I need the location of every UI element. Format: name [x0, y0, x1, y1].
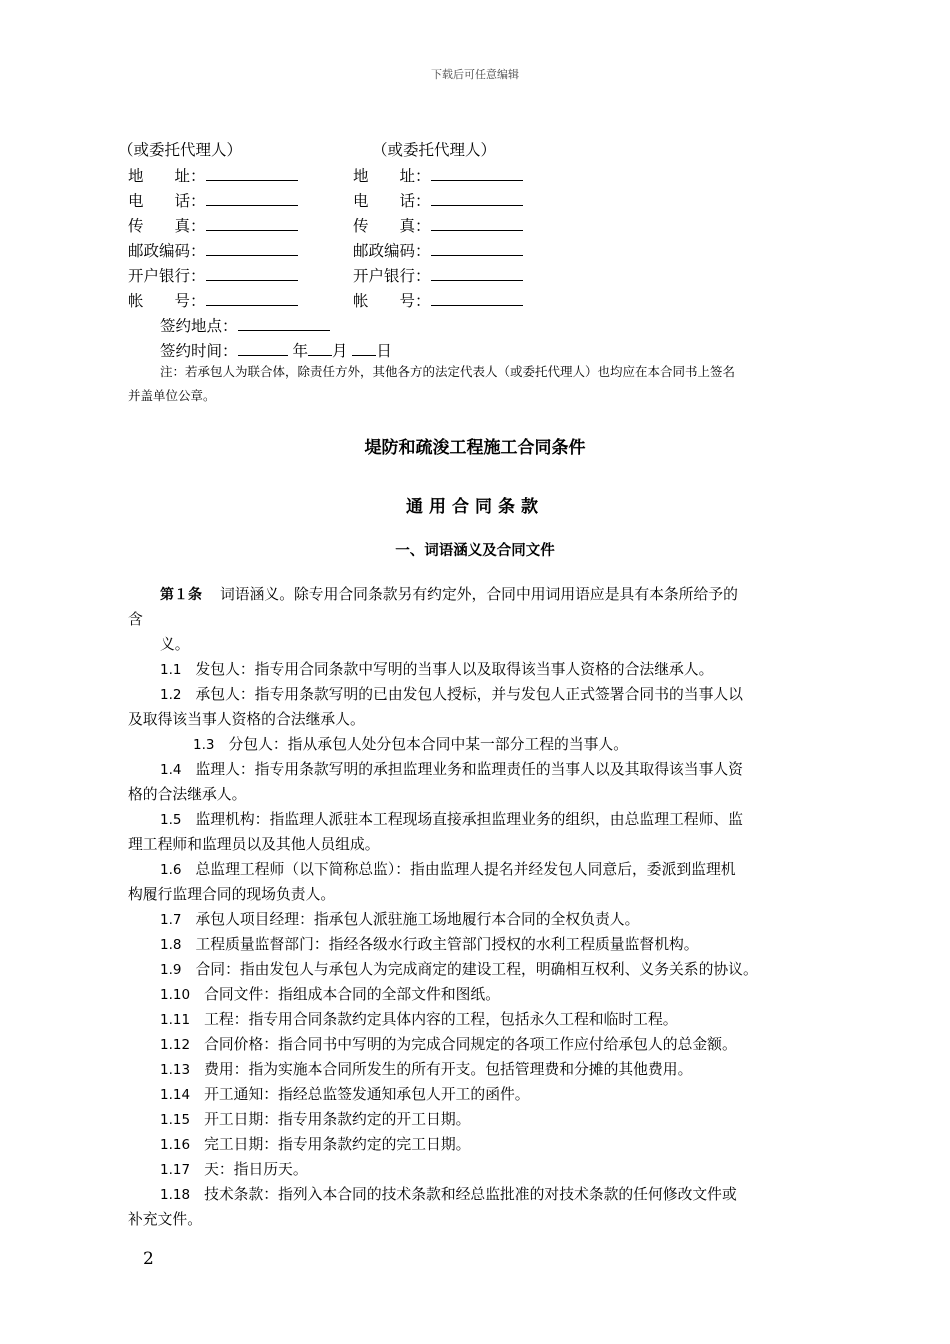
list-item: [160, 1008, 678, 1029]
list-item: [160, 683, 743, 704]
item-text: 合同价格：指合同书中写明的为完成合同规定的各项工作应付给承包人的总金额。: [204, 1036, 737, 1053]
blank-line: [206, 240, 298, 256]
list-item: [160, 1058, 692, 1079]
row-label: 邮政编码：: [353, 242, 431, 260]
item-text: 分包人：指从承包人处分包本合同中某一部分工程的当事人。: [228, 736, 629, 753]
item-number: 1.1: [160, 662, 182, 678]
blank-line: [431, 190, 523, 206]
list-item-continuation: 构履行监理合同的现场负责人。: [128, 886, 336, 903]
item-text: 监理人：指专用条款写明的承担监理业务和监理责任的当事人以及其取得该当事人资: [195, 761, 743, 778]
list-item: [160, 958, 758, 979]
left-agent-title: （或委托代理人）: [118, 141, 243, 159]
item-text: 承包人：指专用条款写明的已由发包人授标，并与发包人正式签署合同书的当事人以: [195, 686, 743, 703]
item-number: 1.6: [160, 862, 182, 878]
right-agent-title: （或委托代理人）: [372, 141, 497, 159]
item-text: 承包人项目经理：指承包人派驻施工场地履行本合同的全权负责人。: [195, 911, 640, 928]
item-number: 1.13: [160, 1062, 191, 1078]
row-label: 地 址：: [353, 167, 431, 185]
item-text: 监理机构：指监理人派驻本工程现场直接承担监理业务的组织，由总监理工程师、监: [195, 811, 743, 828]
main-title: 堤防和疏浚工程施工合同条件: [364, 438, 586, 458]
item-number: 1.2: [160, 687, 182, 703]
row-label: 地 址：: [128, 167, 206, 185]
list-item: [160, 1158, 308, 1179]
list-item-continuation: 及取得该当事人资格的合法继承人。: [128, 711, 365, 728]
list-item: [160, 1033, 737, 1054]
list-item-continuation: 补充文件。: [128, 1211, 202, 1228]
list-item-continuation: 格的合法继承人。: [128, 786, 247, 803]
row-label: 电 话：: [128, 192, 206, 210]
left-row-phone: [128, 189, 298, 211]
row-label: 帐 号：: [128, 292, 206, 310]
item-number: 1.4: [160, 762, 182, 778]
blank-line: [206, 290, 298, 306]
blank-line: [431, 215, 523, 231]
item-number: 1.12: [160, 1037, 191, 1053]
item-text: 合同文件：指组成本合同的全部文件和图纸。: [204, 986, 501, 1003]
item-number: 1.14: [160, 1087, 191, 1103]
row-label: 开户银行：: [128, 267, 206, 285]
list-item: [160, 858, 736, 879]
right-row-account: [353, 289, 523, 311]
blank-line: [431, 290, 523, 306]
blank-line: [431, 165, 523, 181]
page-number: 2: [143, 1249, 154, 1269]
list-item: [160, 933, 699, 954]
blank-line: [206, 215, 298, 231]
item-text: 开工日期：指专用条款约定的开工日期。: [204, 1111, 471, 1128]
left-row-fax: [128, 214, 298, 236]
article-label: 第１条: [160, 587, 202, 603]
right-row-bank: [353, 264, 523, 286]
article-text: 词语涵义。除专用合同条款另有约定外，合同中用词用语应是具有本条所给予的: [220, 586, 738, 603]
list-item: [160, 1133, 470, 1154]
blank-line: [238, 340, 288, 356]
left-row-bank: [128, 264, 298, 286]
item-text: 总监理工程师（以下简称总监）：指由监理人提名并经发包人同意后，委派到监理机: [195, 861, 736, 878]
blank-line: [352, 340, 376, 356]
item-text: 费用：指为实施本合同所发生的所有开支。包括管理费和分摊的其他费用。: [204, 1061, 693, 1078]
blank-line: [238, 315, 330, 331]
list-item-continuation: 理工程师和监理员以及其他人员组成。: [128, 836, 380, 853]
article-1-line-1: [160, 583, 738, 604]
item-number: 1.3: [193, 737, 215, 753]
item-text: 开工通知：指经总监签发通知承包人开工的函件。: [204, 1086, 530, 1103]
blank-line: [206, 265, 298, 281]
list-item: [160, 1083, 530, 1104]
list-item: [160, 758, 743, 779]
right-row-phone: [353, 189, 523, 211]
item-text: 发包人：指专用合同条款中写明的当事人以及取得该当事人资格的合法继承人。: [195, 661, 714, 678]
list-item: [160, 1108, 470, 1129]
list-item: [160, 1183, 737, 1204]
left-row-address: [128, 164, 298, 186]
list-item: [160, 983, 500, 1004]
note-line-1: 注：若承包人为联合体，除责任方外，其他各方的法定代表人（或委托代理人）也均应在本合同书上签名: [160, 364, 736, 379]
item-number: 1.17: [160, 1162, 191, 1178]
item-number: 1.16: [160, 1137, 191, 1153]
list-item: [193, 733, 628, 754]
row-label: 电 话：: [353, 192, 431, 210]
right-row-postcode: [353, 239, 523, 261]
blank-line: [206, 165, 298, 181]
item-text: 技术条款：指列入本合同的技术条款和经总监批准的对技术条款的任何修改文件或: [204, 1186, 737, 1203]
left-row-account: [128, 289, 298, 311]
article-1-line-2: 含: [128, 611, 143, 628]
day-label: 日: [376, 342, 392, 360]
item-text: 合同：指由发包人与承包人为完成商定的建设工程，明确相互权利、义务关系的协议。: [195, 961, 758, 978]
row-label: 传 真：: [353, 217, 431, 235]
item-number: 1.8: [160, 937, 182, 953]
signing-place: [160, 314, 330, 336]
blank-line: [308, 340, 332, 356]
row-label: 开户银行：: [353, 267, 431, 285]
note-line-2: 并盖单位公章。: [128, 388, 216, 403]
item-number: 1.15: [160, 1112, 191, 1128]
item-number: 1.18: [160, 1187, 191, 1203]
item-text: 工程：指专用合同条款约定具体内容的工程，包括永久工程和临时工程。: [204, 1011, 678, 1028]
signing-place-label: 签约地点：: [160, 317, 238, 335]
item-number: 1.5: [160, 812, 182, 828]
article-1-line-3: 义。: [160, 636, 190, 653]
sub-title: 通用合同条款: [406, 497, 544, 517]
section-title: 一、词语涵义及合同文件: [395, 543, 555, 559]
blank-line: [206, 190, 298, 206]
list-item: [160, 808, 743, 829]
item-text: 天：指日历天。: [204, 1161, 308, 1178]
page-header: 下载后可任意编辑: [431, 68, 519, 81]
blank-line: [431, 240, 523, 256]
row-label: 邮政编码：: [128, 242, 206, 260]
item-number: 1.7: [160, 912, 182, 928]
signing-time: [160, 339, 392, 361]
list-item: [160, 658, 713, 679]
item-text: 工程质量监督部门：指经各级水行政主管部门授权的水利工程质量监督机构。: [195, 936, 699, 953]
year-label: 年: [292, 342, 308, 360]
right-row-address: [353, 164, 523, 186]
blank-line: [431, 265, 523, 281]
right-row-fax: [353, 214, 523, 236]
item-number: 1.10: [160, 987, 191, 1003]
month-label: 月: [331, 342, 348, 360]
signing-time-label: 签约时间：: [160, 342, 238, 360]
item-number: 1.11: [160, 1012, 191, 1028]
list-item: [160, 908, 639, 929]
row-label: 传 真：: [128, 217, 206, 235]
item-text: 完工日期：指专用条款约定的完工日期。: [204, 1136, 471, 1153]
left-row-postcode: [128, 239, 298, 261]
item-number: 1.9: [160, 962, 182, 978]
row-label: 帐 号：: [353, 292, 431, 310]
